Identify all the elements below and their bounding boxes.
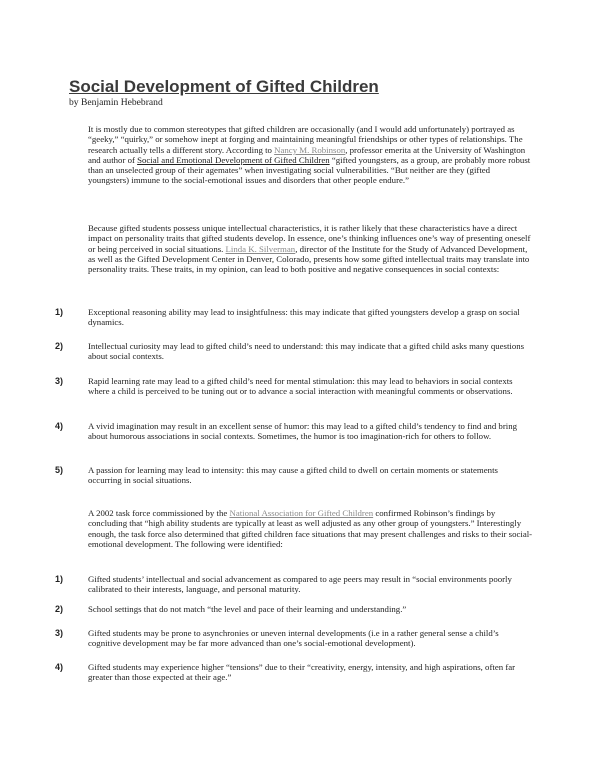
list-item-text: Exceptional reasoning ability may lead to insightfulness: this may indicate that gifted youngsters develop a grasp on social dynamics. (88, 307, 520, 328)
intro-text: , professor emerita at the University of Washington and author of (88, 144, 526, 165)
silverman-link[interactable]: Linda K. Silverman (225, 243, 296, 254)
list-number: 1) (55, 307, 64, 317)
list-number: 5) (55, 465, 64, 475)
list-item-text: Rapid learning rate may lead to a gifted child’s need for mental stimulation: this may lead to behaviors in social contexts where a child is perceived to be tuning out or to advance a social interaction with meaningful comments or observations. (88, 376, 513, 397)
intro-text: It is mostly due to common stereotypes that gifted children are occasionally (and I would add unfortunately) portrayed as “geeky,” “quirky,” or somehow inept at forging and maintaining meaningful friendships or other types of relationships. The research actually tells a different story. According to (88, 124, 523, 155)
taskforce-text: confirmed Robinson’s findings by concluding that “high ability students are typically at least as well adjusted as any other group of youngsters.” Interestingly enough, the task force also determined that gifted children face situations that may present challenges and risks to their social-emotional development. The following were identified: (88, 508, 533, 549)
intro-text: Because gifted students possess unique intellectual characteristics, it is rather likely that these characteristics have a direct impact on personality traits that gifted students develop. In essence, one’s thinking influences one’s way of presenting oneself or being perceived in social situations. (88, 223, 531, 254)
intro-text: “gifted youngsters, as a group, are probably more robust than an unselected group of their agemates” when investigating social vulnerabilities. “But neither are they (gifted youngsters) immune to the social-emotional issues and disorders that other people endure.” (88, 154, 531, 186)
list-item-text: Gifted students may be prone to asynchronies or uneven internal developments (i.e in a rather general sense a child’s cognitive development may be far more advanced than one’s social-emotional development). (88, 628, 499, 649)
taskforce-text: A 2002 task force commissioned by the (88, 508, 230, 518)
list-number: 4) (55, 421, 64, 431)
list-number: 3) (55, 376, 64, 386)
list-number: 2) (55, 341, 64, 351)
list-item-text: School settings that do not match “the level and pace of their learning and understanding.” (88, 604, 407, 614)
nagc-link[interactable]: National Association for Gifted Children (229, 508, 374, 518)
list-item-text: Gifted students’ intellectual and social advancement as compared to age peers may result in “social environments poorly calibrated to their interests, language, and personal maturity. (88, 574, 512, 595)
list-item-text: A vivid imagination may result in an excellent sense of humor: this may lead to a gifted child’s tendency to find and bring about humorous associations in social contexts. Sometimes, the humor is too imagination-rich for others to follow. (88, 421, 517, 442)
intro-paragraph-1 (88, 124, 533, 186)
page-title: Social Development of Gifted Children (69, 77, 379, 96)
list-number: 2) (55, 604, 64, 614)
taskforce-paragraph (88, 508, 533, 549)
list-item-text: Intellectual curiosity may lead to gifted child’s need to understand: this may indicate that a gifted child asks many questions about social contexts. (88, 341, 525, 362)
intro-text: , director of the Institute for the Study of Advanced Development, as well as the Gifted Development Center in Denver, Colorado, presents how some gifted intellectual traits may translate into personality traits. These traits, in my opinion, can lead to both positive and negative consequences in social contexts: (88, 243, 530, 275)
robinson-link[interactable]: Nancy M. Robinson (274, 144, 346, 155)
list-item-text: A passion for learning may lead to intensity: this may cause a gifted child to dwell on certain moments or statements occurring in social situations. (88, 465, 498, 486)
list-number: 3) (55, 628, 64, 638)
intro-paragraph-2 (88, 223, 533, 274)
list-item-text: Gifted students may experience higher “tensions” due to their “creativity, energy, intensity, and high aspirations, often far greater than those expected at their age.” (88, 662, 516, 683)
list-number: 1) (55, 574, 64, 584)
book-title-link[interactable]: Social and Emotional Development of Gifted Children (137, 154, 330, 165)
list-number: 4) (55, 662, 64, 672)
author-byline: by Benjamin Hebebrand (69, 97, 163, 108)
